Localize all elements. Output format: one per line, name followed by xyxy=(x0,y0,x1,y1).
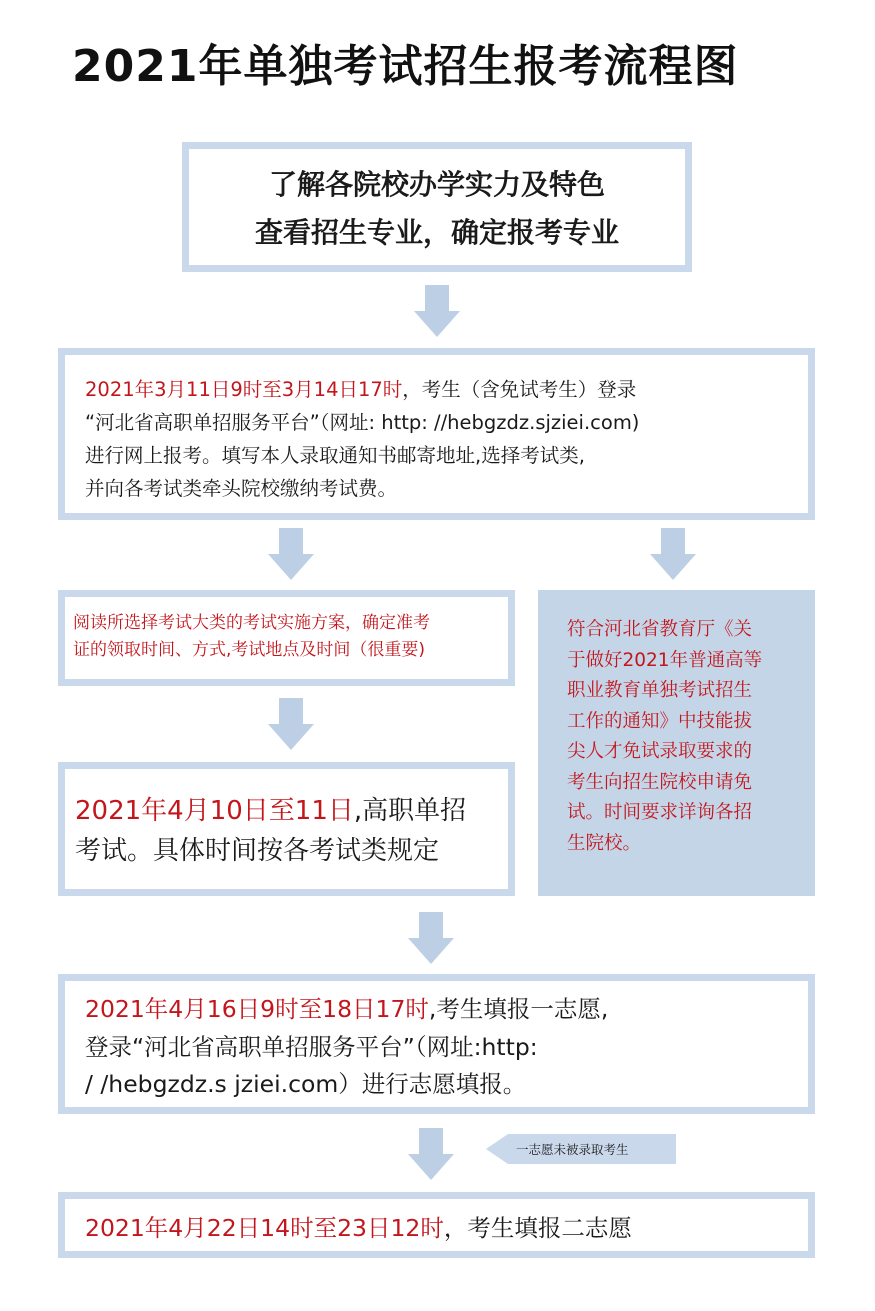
step4-line-2: 考试。具体时间按各考试类规定 xyxy=(75,836,440,866)
exemption-line-1: 符合河北省教育厅《关 xyxy=(567,619,753,640)
exemption-line-4: 工作的通知》中技能拔 xyxy=(567,710,753,732)
step2-line-3: 进行网上报考。填写本人录取通知书邮寄地址,选择考试类, xyxy=(85,444,585,467)
step-box-exam-date xyxy=(58,762,515,896)
exemption-line-5: 尖人才免试录取要求的 xyxy=(567,741,753,762)
step4-line-1-rest: ,高职单招 xyxy=(353,796,467,826)
step3-line-2: 证的领取时间、方式,考试地点及时间（很重要) xyxy=(73,640,426,660)
step4-line-1 xyxy=(75,791,508,831)
step-box-research-schools xyxy=(182,142,692,272)
page-title: 2021年单独考试招生报考流程图 xyxy=(72,41,739,92)
arrow-down-icon xyxy=(408,1128,454,1180)
arrow-down-icon xyxy=(408,912,454,964)
step5-line-1 xyxy=(85,991,808,1029)
arrow-down-icon xyxy=(650,528,696,580)
exemption-line-2: 于做好2021年普通高等 xyxy=(567,649,763,671)
step-box-read-exam-plan xyxy=(58,590,515,686)
side-note-text: 一志愿未被录取考生 xyxy=(516,1142,629,1157)
step1-line-2: 查看招生专业，确定报考专业 xyxy=(254,216,619,249)
step3-line-1: 阅读所选择考试大类的考试实施方案，确定准考 xyxy=(73,613,430,633)
exemption-line-6: 考生向招生院校申请免 xyxy=(567,771,753,793)
step2-date: 2021年3月11日9时至3月14日17时 xyxy=(85,378,403,401)
exemption-panel xyxy=(538,590,815,896)
step2-line-2: “河北省高职单招服务平台”（网址: http: //hebgzdz.sjziei.com) xyxy=(85,411,640,434)
step6-line-1 xyxy=(85,1213,808,1243)
step2-line-1 xyxy=(85,373,808,406)
exemption-line-7: 试。时间要求详询各招 xyxy=(567,802,753,823)
arrow-down-icon xyxy=(414,285,460,337)
step4-date: 2021年4月10日至11日 xyxy=(75,796,354,826)
step6-date: 2021年4月22日14时至23日12时 xyxy=(85,1214,444,1242)
arrow-down-icon xyxy=(268,528,314,580)
step-box-online-registration xyxy=(58,348,815,520)
step-box-second-choice xyxy=(58,1192,815,1258)
step1-line-1: 了解各院校办学实力及特色 xyxy=(268,168,605,201)
side-note xyxy=(486,1134,676,1164)
exemption-line-8: 生院校。 xyxy=(567,832,642,854)
step-box-first-choice xyxy=(58,974,815,1114)
step5-line-1-rest: ,考生填报一志愿, xyxy=(428,995,609,1023)
step5-line-3: / /hebgzdz.s jziei.com）进行志愿填报。 xyxy=(85,1070,527,1098)
exemption-line-3: 职业教育单独考试招生 xyxy=(567,680,753,701)
step6-line-1-rest: ，考生填报二志愿 xyxy=(443,1214,632,1242)
arrow-down-icon xyxy=(268,698,314,750)
step2-line-4: 并向各考试类牵头院校缴纳考试费。 xyxy=(85,477,398,500)
step2-line-1-rest: ，考生（含免试考生）登录 xyxy=(402,378,637,401)
step5-line-2: 登录“河北省高职单招服务平台”（网址:http: xyxy=(85,1032,538,1061)
step5-date: 2021年4月16日9时至18日17时 xyxy=(85,995,429,1023)
